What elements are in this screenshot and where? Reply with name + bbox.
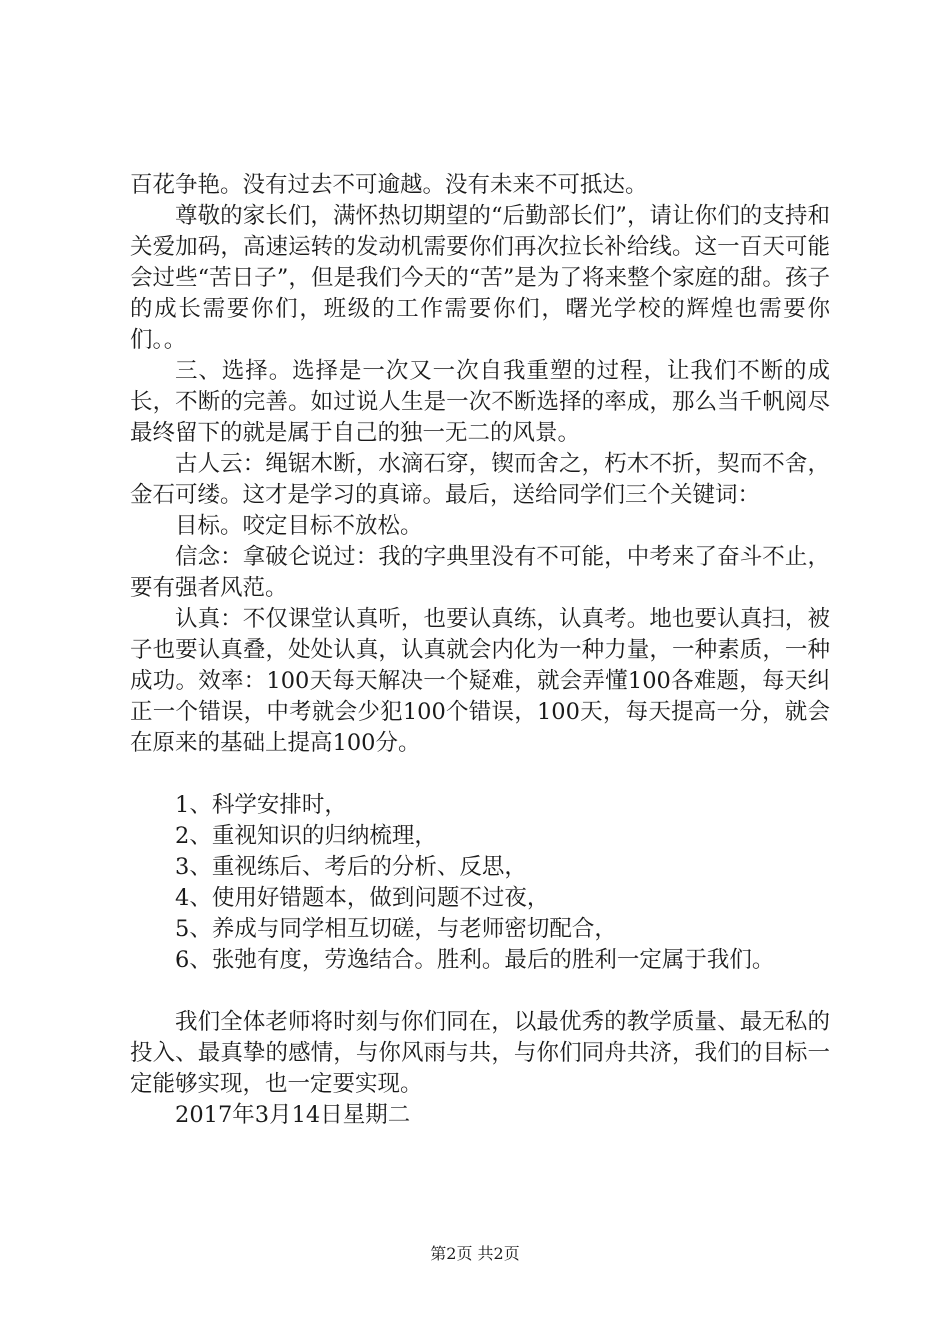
list-item: 4、使用好错题本，做到问题不过夜， (175, 885, 550, 911)
page-number-footer: 第2页 共2页 (430, 1244, 520, 1263)
paragraph-ancients: 古人云：绳锯木断，水滴石穿，锲而舍之，朽木不折，契而不舍，金石可缕。这才是学习的真谛。最后，送给同学们三个关键词： (130, 451, 830, 508)
paragraph-date: 2017年3月14日星期二 (175, 1102, 411, 1128)
paragraph-teachers: 我们全体老师将时刻与你们同在，以最优秀的教学质量、最无私的投入、最真挚的感情，与你风雨与共，与你们同舟共济，我们的目标一定能够实现，也一定要实现。 (130, 1009, 830, 1097)
paragraph-goal: 目标。咬定目标不放松。 (175, 513, 423, 539)
blank-line (130, 759, 830, 790)
paragraph-earnest: 认真：不仅课堂认真听，也要认真练，认真考。地也要认真扫，被子也要认真叠，处处认真，认真就会内化为一种力量，一种素质，一种成功。效率：100天每天解决一个疑难，就会弄懂100各难题，每天纠正一个错误，中考就会少犯100个错误，100天，每天提高一分，就会在原来的基础上提高100分。 (130, 606, 830, 756)
list-item: 6、张弛有度，劳逸结合。胜利。最后的胜利一定属于我们。 (175, 947, 775, 973)
list-item: 1、科学安排时， (175, 792, 347, 818)
study-tips-list (130, 790, 830, 976)
blank-line (130, 976, 830, 1007)
list-item: 2、重视知识的归纳梳理， (175, 823, 437, 849)
paragraph-parents: 尊敬的家长们，满怀热切期望的“后勤部长们”，请让你们的支持和关爱加码，高速运转的发动机需要你们再次拉长补给线。这一百天可能会过些“苦日子”，但是我们今天的“苦”是为了将来整个家庭的甜。孩子的成长需要你们，班级的工作需要你们，曙光学校的辉煌也需要你们。。 (130, 203, 830, 353)
paragraph-intro: 百花争艳。没有过去不可逾越。没有未来不可抵达。 (130, 172, 648, 198)
list-item: 3、重视练后、考后的分析、反思， (175, 854, 527, 880)
paragraph-belief: 信念：拿破仑说过：我的字典里没有不可能，中考来了奋斗不止，要有强者风范。 (130, 544, 830, 601)
document-body (130, 170, 830, 1131)
paragraph-choice: 三、选择。选择是一次又一次自我重塑的过程，让我们不断的成长，不断的完善。如过说人生是一次不断选择的率成，那么当千帆阅尽最终留下的就是属于自己的独一无二的风景。 (130, 358, 830, 446)
list-item: 5、养成与同学相互切磋，与老师密切配合， (175, 916, 617, 942)
